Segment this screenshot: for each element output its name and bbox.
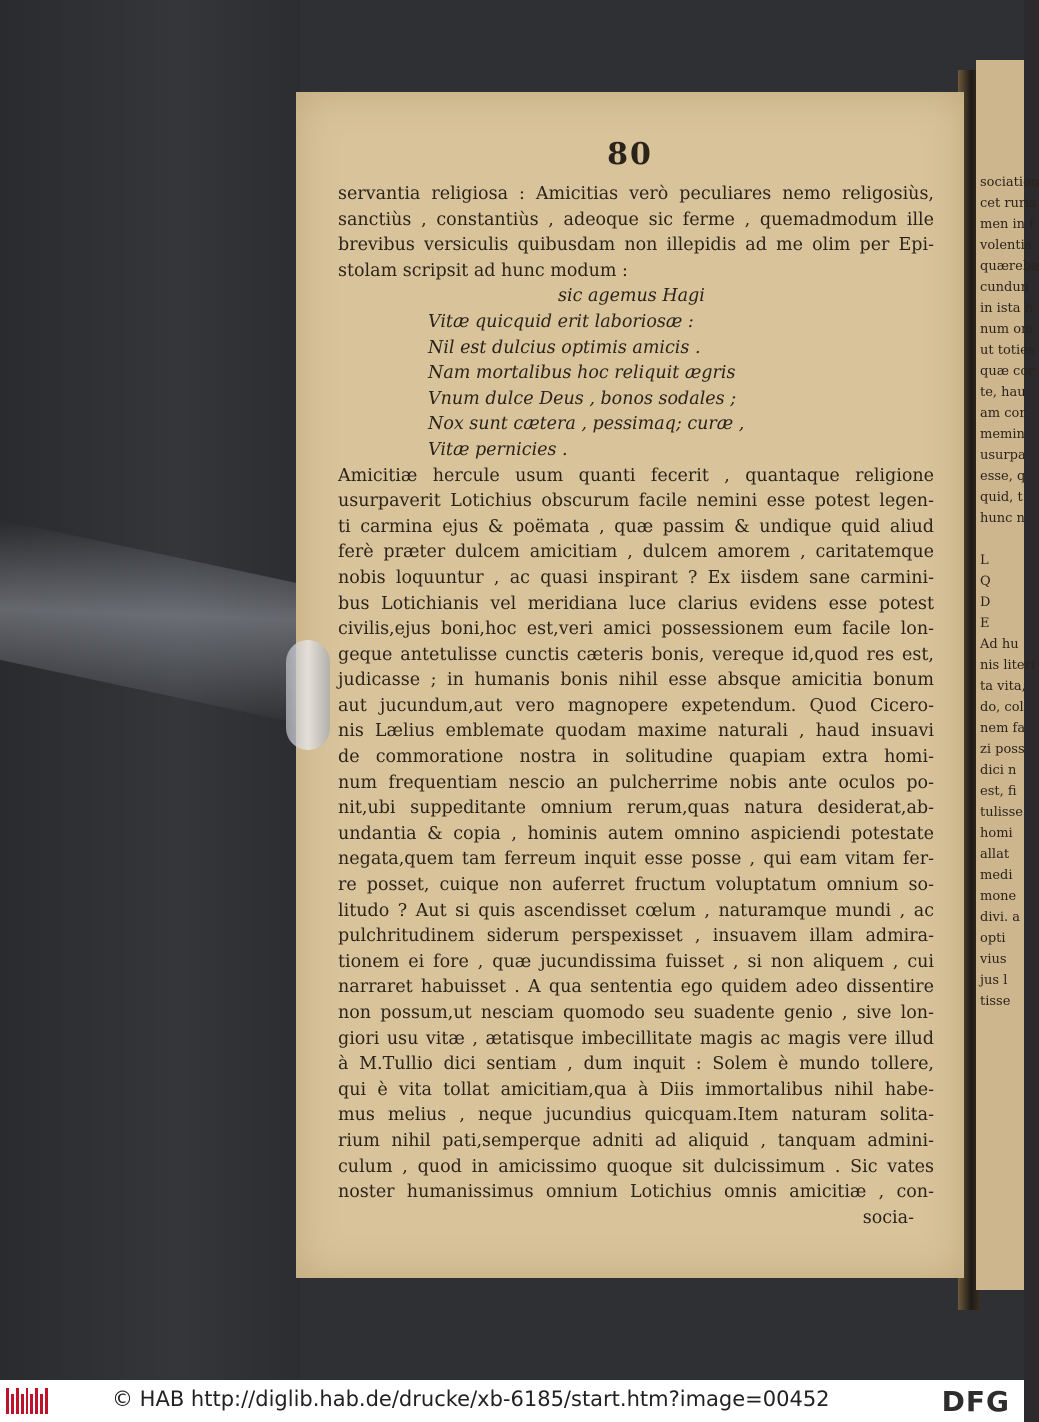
facing-page-line: usurpa: [980, 448, 1026, 463]
dfg-logo: DFG: [941, 1385, 1010, 1418]
barcode-bar: [45, 1388, 48, 1414]
facing-page-line: memin: [980, 427, 1025, 442]
barcode-bar: [35, 1388, 38, 1414]
spacer: [976, 60, 1024, 172]
barcode-bar: [16, 1388, 19, 1414]
facing-page-line: esse, q: [980, 469, 1026, 484]
facing-page-line: mone: [980, 889, 1017, 904]
facing-page-line: Q: [980, 574, 991, 589]
prose-block-2: [338, 464, 934, 1206]
text-line: undantia & copia , hominis autem omnino aspiciendi potestate: [338, 823, 934, 844]
footer-bar: [0, 1380, 1024, 1422]
facing-page-line: cundun: [980, 280, 1030, 295]
facing-page-line: [976, 529, 1024, 550]
text-line: stolam scripsit ad hunc modum :: [338, 260, 628, 281]
facing-page-line: Ad hu: [980, 637, 1019, 652]
text-line: qui è vita tollat amicitiam,qua à Diis immortalibus nihil habe-: [338, 1079, 934, 1100]
text-line: tionem ei fore , quæ jucundissima fuisset , si non aliquem , cui: [338, 951, 934, 972]
page-clip: [286, 640, 330, 750]
text-line: num frequentiam nescio an pulcherrime nobis ante oculos po-: [338, 772, 934, 793]
verse-line: Vnum dulce Deus , bonos sodales ;: [428, 388, 737, 409]
text-line: brevibus versiculis quibusdam non illepidis ad me olim per Epi-: [338, 235, 934, 256]
barcode-bar: [26, 1388, 29, 1414]
text-line: re posset, cuique non auferret fructum voluptatum omnium so-: [338, 875, 934, 896]
prose-block-1: [338, 182, 934, 284]
facing-page-line: te, hau: [980, 385, 1026, 400]
barcode-icon: [6, 1388, 48, 1414]
facing-page-line: num om: [980, 322, 1034, 337]
facing-page-line: tisse: [980, 994, 1011, 1009]
credit-link[interactable]: © HAB http://diglib.hab.de/drucke/xb-6185/start.htm?image=00452: [112, 1387, 830, 1411]
text-line: geque antetulisse cunctis cæteris bonis, vereque id,quod res est,: [338, 644, 934, 665]
verse-line: Vitæ quicquid erit laboriosæ :: [428, 311, 694, 332]
facing-page-fragment: [976, 60, 1039, 1290]
facing-page-line: dici n: [980, 763, 1017, 778]
page-text: [338, 182, 934, 1231]
text-line: judicasse ; in humanis bonis nihil esse absque amicitia bonum: [338, 670, 934, 691]
facing-page-line: nis literi: [980, 658, 1035, 673]
text-line: civilis,ejus boni,hoc est,veri amici possessionem eum facile lon-: [338, 619, 934, 640]
facing-page-line: D: [980, 595, 991, 610]
text-line: nis Lælius emblemate quodam maxime naturali , haud insuavi: [338, 721, 934, 742]
verse-line: Vitæ pernicies .: [428, 439, 568, 460]
text-line: servantia religiosa : Amicitias verò peculiares nemo religosiùs,: [338, 184, 934, 204]
text-line: mus melius , neque jucundius quicquam.Item naturam solita-: [338, 1105, 934, 1126]
barcode-bar: [30, 1394, 33, 1414]
text-line: nit,ubi suppeditante omnium rerum,quas natura desiderat,ab-: [338, 798, 934, 819]
facing-page-line: vius: [980, 952, 1007, 967]
text-line: noster humanissimus omnium Lotichius omnis amicitiæ , con-: [338, 1182, 934, 1203]
facing-page-line: quæreba: [980, 259, 1039, 274]
facing-page-line: quæ cor: [980, 364, 1035, 379]
text-line: Amicitiæ hercule usum quanti fecerit , quantaque religione: [338, 465, 934, 486]
facing-page-line: homi: [980, 826, 1013, 841]
text-line: ti carmina ejus & poëmata , quæ passim & undique quid aliud: [338, 516, 934, 537]
facing-page-line: in ista h: [980, 301, 1033, 316]
facing-page-line: do, col: [980, 700, 1024, 715]
facing-page-line: ta vita,: [980, 679, 1026, 694]
facing-page-line: opti: [980, 931, 1006, 946]
facing-page-line: ut toties: [980, 343, 1035, 358]
facing-page-line: divi. a: [980, 910, 1020, 925]
facing-page-line: medi: [980, 868, 1013, 883]
facing-page-line: tulisse: [980, 805, 1023, 820]
facing-page-line: hunc n: [980, 511, 1025, 526]
barcode-bar: [11, 1394, 14, 1414]
facing-page-line: nem fa: [980, 721, 1026, 736]
text-line: à M.Tullio dici sentiam , dum inquit : Solem è mundo tollere,: [338, 1054, 934, 1075]
facing-page-line: zi poss: [980, 742, 1025, 757]
text-line: bus Lotichianis vel meridiana luce clarius evidens esse potest: [338, 593, 934, 614]
text-line: litudo ? Aut si quis ascendisset cœlum , naturamque mundi , ac: [338, 900, 934, 921]
text-line: ferè præter dulcem amicitiam , dulcem amorem , caritatemque: [338, 542, 934, 563]
text-line: aut jucundum,aut vero magnopere expetendum. Quod Cicero-: [338, 695, 934, 716]
text-line: de commoratione nostra in solitudine quapiam extra homi-: [338, 747, 934, 768]
facing-page-line: cet ruris: [980, 196, 1036, 211]
facing-page-line: est, fi: [980, 784, 1017, 799]
facing-page-line: am cor: [980, 406, 1026, 421]
verse-block: [338, 284, 934, 463]
text-line: narraret habuisset . A qua sententia ego quidem adeo dissentire: [338, 977, 934, 998]
facing-page-line: allat: [980, 847, 1010, 862]
verse-line: Nil est dulcius optimis amicis .: [428, 337, 701, 358]
facing-page-line: sociation: [980, 175, 1039, 190]
text-line: usurpaverit Lotichius obscurum facile nemini esse potest legen-: [338, 491, 934, 512]
facing-page-line: L: [980, 553, 989, 568]
book-page: [296, 92, 964, 1278]
facing-page-line: E: [980, 616, 990, 631]
text-line: sanctiùs , constantiùs , adeoque sic ferme , quemadmodum ille: [338, 209, 934, 230]
barcode-bar: [6, 1388, 9, 1414]
verse-line: sic agemus Hagi: [558, 286, 705, 307]
facing-page-line: jus l: [980, 973, 1008, 988]
text-line: nobis loquuntur , ac quasi inspirant ? Ex iisdem sane carmini-: [338, 567, 934, 588]
text-line: non possum,ut nesciam quomodo seu suadente genio , sive lon-: [338, 1003, 934, 1023]
verse-line: Nox sunt cætera , pessimaq; curæ ,: [428, 414, 745, 435]
barcode-bar: [21, 1394, 24, 1414]
barcode-bar: [40, 1394, 43, 1414]
facing-page-line: quid, t: [980, 490, 1023, 505]
text-line: pulchritudinem siderum perspexisset , insuavem illam admira-: [338, 926, 934, 947]
facing-page-line: men in f: [980, 217, 1034, 232]
facing-page-line: volentia: [980, 238, 1033, 253]
page-number: 80: [607, 137, 653, 172]
verse-line: Nam mortalibus hoc reliquit ægris: [428, 363, 736, 384]
text-line: giori usu vitæ , ætatisque imbecillitate magis ac magis vere illud: [338, 1028, 934, 1049]
text-line: culum , quod in amicissimo quoque sit dulcissimum . Sic vates: [338, 1156, 934, 1177]
catchword: socia-: [862, 1207, 914, 1228]
text-line: rium nihil pati,semperque adniti ad aliquid , tanquam admini-: [338, 1130, 934, 1151]
text-line: negata,quem tam ferreum inquit esse posse , qui eam vitam fer-: [338, 849, 934, 870]
